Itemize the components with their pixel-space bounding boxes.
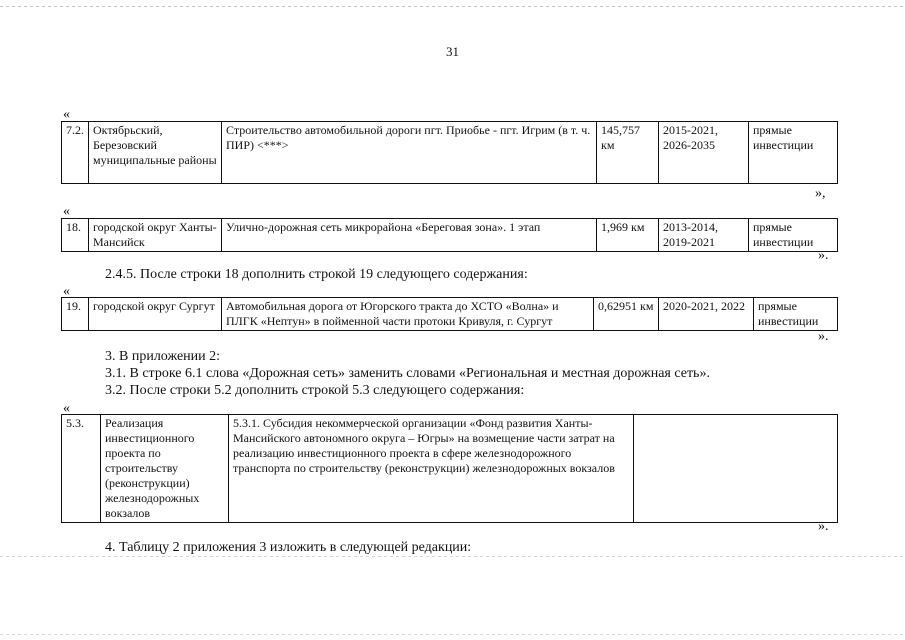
table-row-7-2 <box>61 121 838 184</box>
paragraph-3: 3. В приложении 2: <box>105 349 221 364</box>
capacity-cell: 1,969 км <box>597 219 659 252</box>
page-number: 31 <box>446 44 459 59</box>
paragraph-4: 4. Таблицу 2 приложения 3 изложить в следующей редакции: <box>105 540 472 555</box>
funding-type-cell: прямые инвестиции <box>749 219 838 252</box>
close-quote: ». <box>818 519 829 534</box>
capacity-cell: 0,62951 км <box>594 298 659 331</box>
close-quote: ». <box>818 248 829 263</box>
empty-cell <box>634 415 838 523</box>
object-cell: Автомобильная дорога от Югорского тракта до ХСТО «Волна» и ПЛГК «Нептун» в пойменной части протоки Кривуля, г. Сургут <box>222 298 594 331</box>
scan-artifact-middle <box>0 556 905 557</box>
period-cell: 2013-2014, 2019-2021 <box>659 219 749 252</box>
table-row-5-3 <box>61 414 838 523</box>
row-number: 19. <box>62 298 89 331</box>
funding-type-cell: прямые инвестиции <box>749 122 838 184</box>
funding-type-cell: прямые инвестиции <box>754 298 838 331</box>
paragraph-3-2: 3.2. После строки 5.2 дополнить строкой 5.3 следующего содержания: <box>105 383 525 398</box>
table-row-18 <box>61 218 838 252</box>
paragraph-3-1: 3.1. В строке 6.1 слова «Дорожная сеть» заменить словами «Региональная и местная дорожная сеть». <box>105 366 710 381</box>
period-cell: 2020-2021, 2022 <box>659 298 754 331</box>
program-element-cell: Реализация инвестиционного проекта по строительству (реконструкции) железнодорожных вокзалов <box>101 415 229 523</box>
close-quote: ». <box>818 329 829 344</box>
row-number: 5.3. <box>62 415 101 523</box>
open-quote: « <box>63 284 70 299</box>
close-quote: », <box>815 186 826 201</box>
measure-cell: 5.3.1. Субсидия некоммерческой организации «Фонд развития Ханты-Мансийского автономного округа – Югры» на возмещение части затрат на реализацию инвестиционного проекта в сфере железнодорожного транспорта по строительству (реконструкции) железнодорожных вокзалов <box>229 415 634 523</box>
municipality-cell: городской округ Ханты-Мансийск <box>89 219 222 252</box>
object-cell: Строительство автомобильной дороги пгт. Приобье - пгт. Игрим (в т. ч. ПИР) <***> <box>222 122 597 184</box>
municipality-cell: Октябрьский, Березовский муниципальные районы <box>89 122 222 184</box>
open-quote: « <box>63 204 70 219</box>
table-row-19 <box>61 297 838 331</box>
scan-artifact-bottom <box>0 634 905 635</box>
row-number: 7.2. <box>62 122 89 184</box>
municipality-cell: городской округ Сургут <box>89 298 222 331</box>
paragraph-2-4-5: 2.4.5. После строки 18 дополнить строкой 19 следующего содержания: <box>105 267 528 282</box>
period-cell: 2015-2021, 2026-2035 <box>659 122 749 184</box>
object-cell: Улично-дорожная сеть микрорайона «Береговая зона». 1 этап <box>222 219 597 252</box>
open-quote: « <box>63 401 70 416</box>
capacity-cell: 145,757 км <box>597 122 659 184</box>
open-quote: « <box>63 107 70 122</box>
row-number: 18. <box>62 219 89 252</box>
scan-artifact-top <box>0 6 905 7</box>
